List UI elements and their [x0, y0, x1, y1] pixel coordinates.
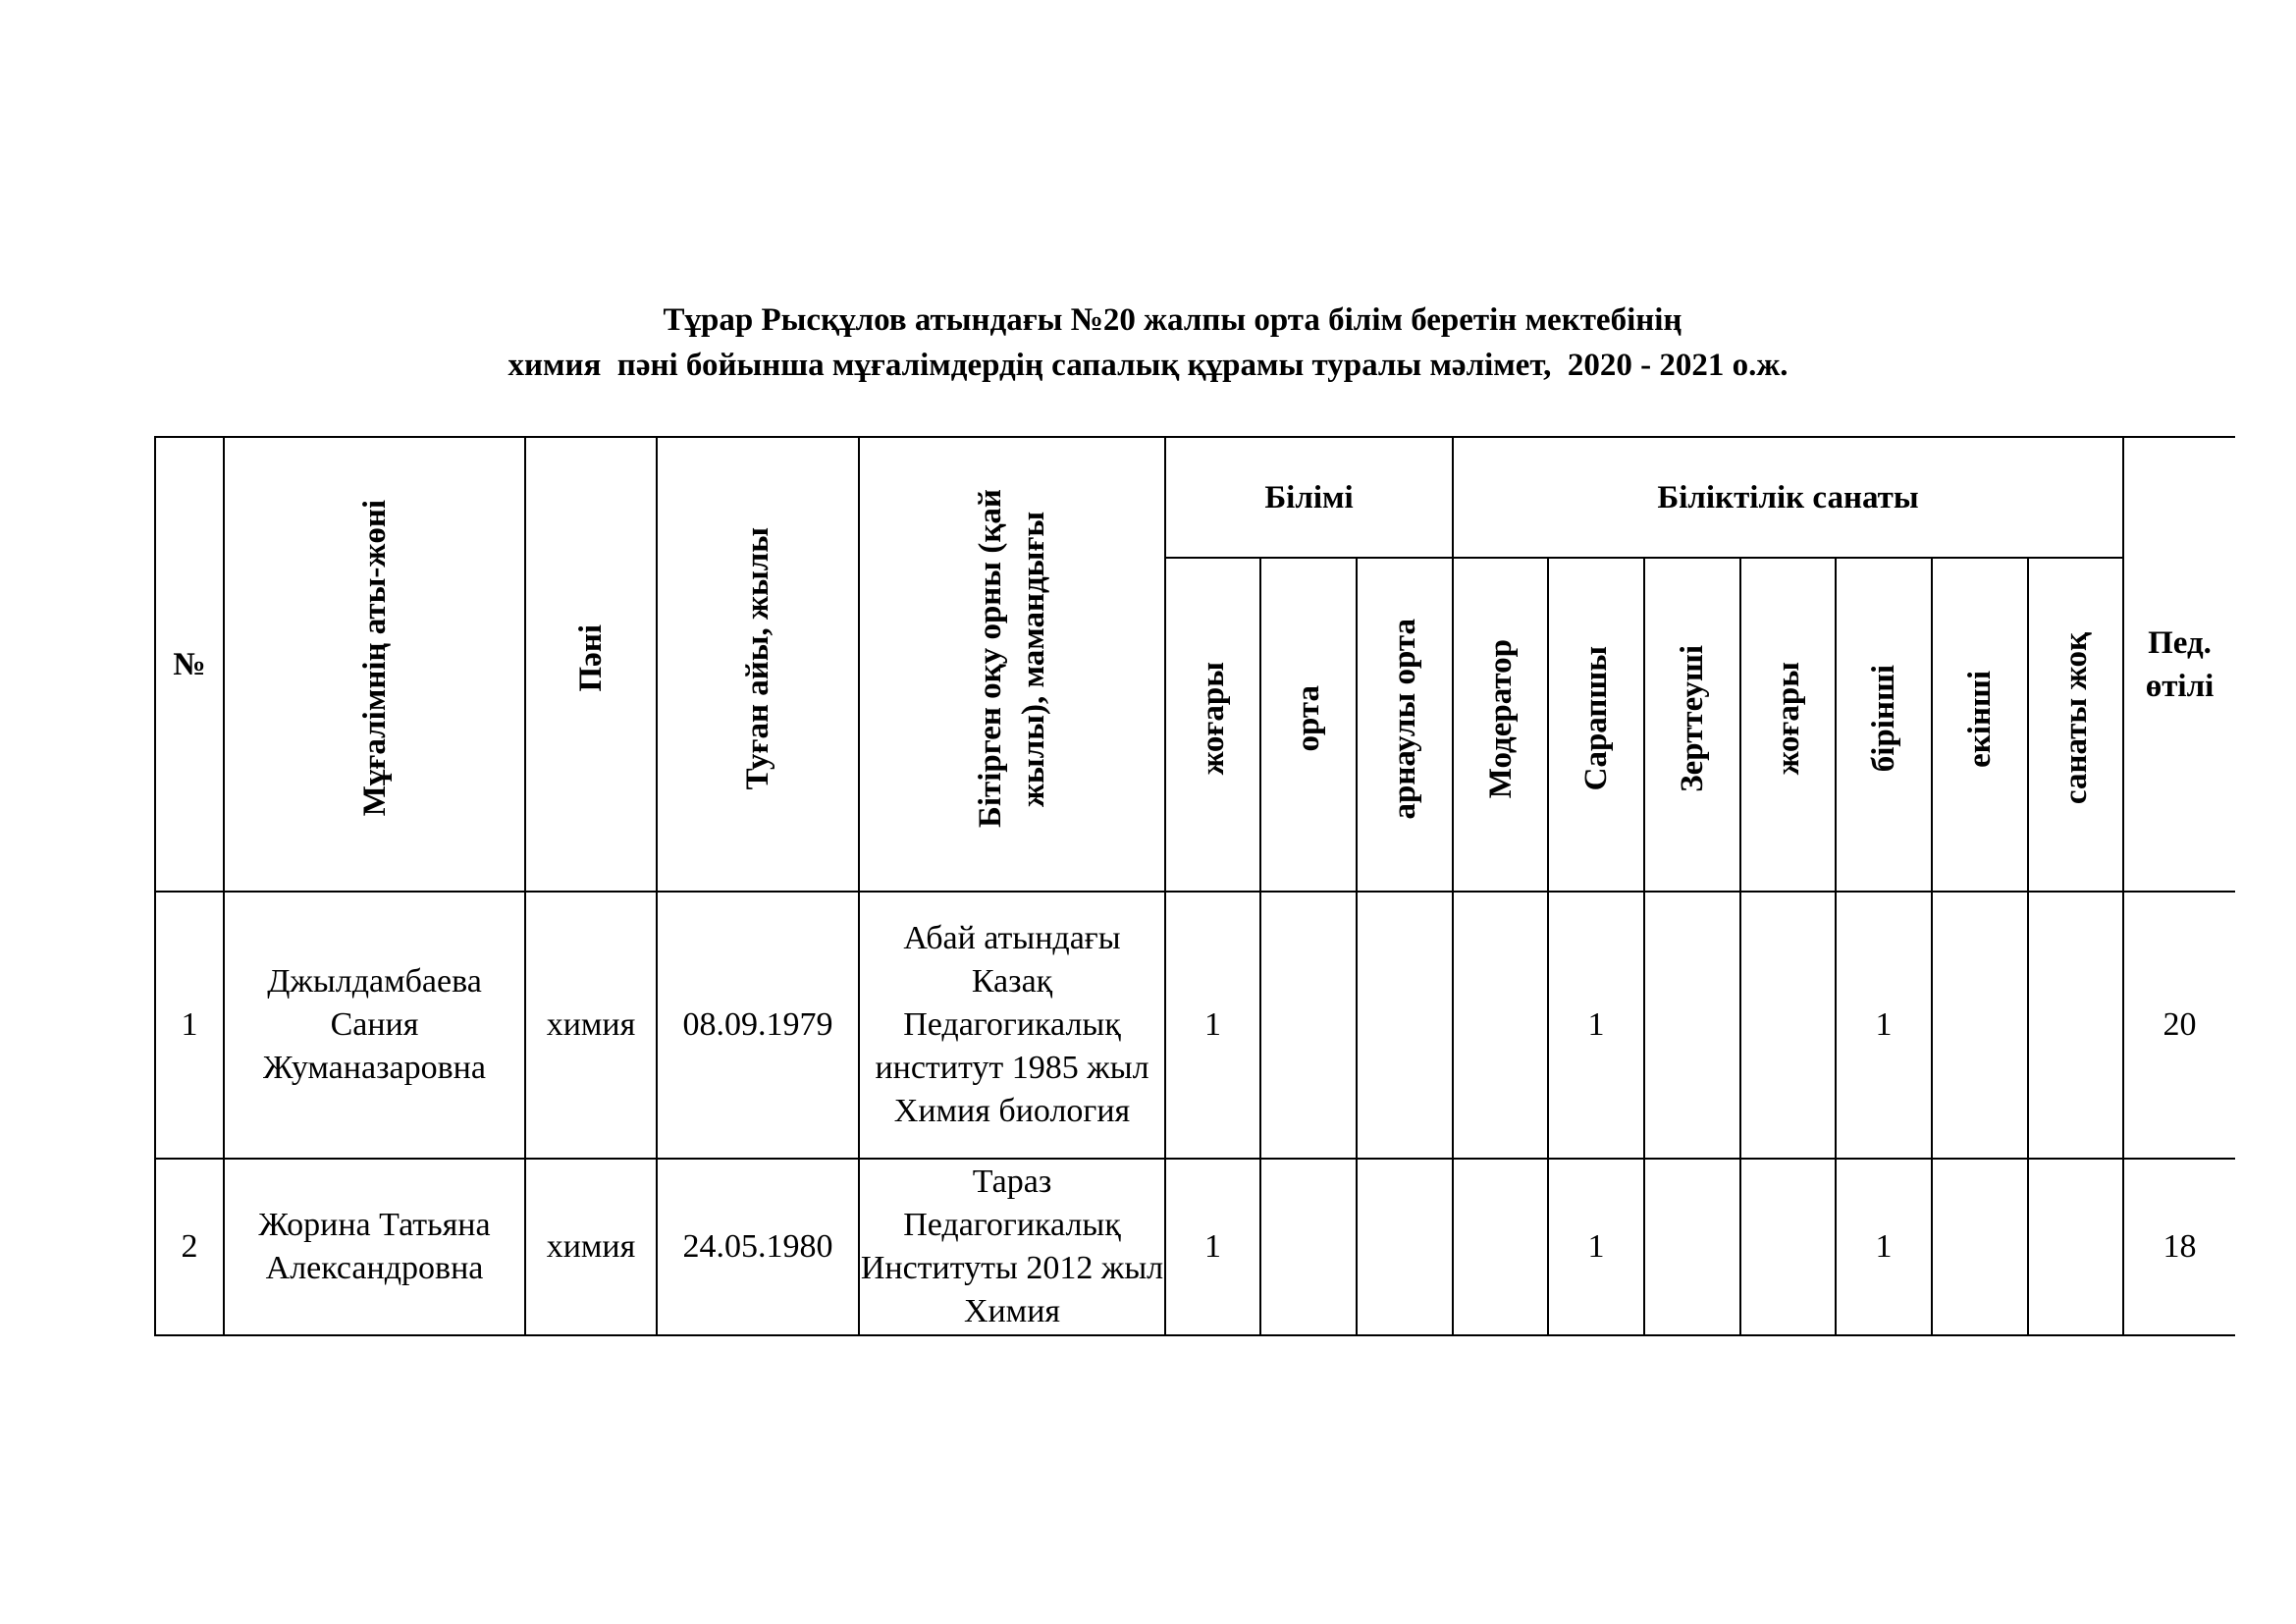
header-cat-first [1836, 558, 1932, 892]
header-edu-higher-label: жоғары [1195, 662, 1231, 776]
header-subject-label: Пәні [573, 624, 609, 692]
row-cat-second [1932, 1159, 2028, 1335]
header-birth [657, 437, 859, 892]
row-institution: Тараз Педагогикалық Институты 2012 жыл Химия [859, 1159, 1165, 1335]
row-cat-first: 1 [1836, 1159, 1932, 1335]
row-edu-secondary [1260, 1159, 1357, 1335]
header-cat-second [1932, 558, 2028, 892]
row-experience: 20 [2123, 892, 2235, 1159]
row-edu-vocational [1357, 1159, 1453, 1335]
row-cat-second [1932, 892, 2028, 1159]
header-cat-none [2028, 558, 2123, 892]
header-cat-expert-label: Сарапшы [1578, 646, 1614, 791]
row-edu-secondary [1260, 892, 1357, 1159]
row-cat-researcher [1644, 892, 1740, 1159]
row-num: 2 [155, 1159, 224, 1335]
row-cat-expert: 1 [1548, 892, 1644, 1159]
row-cat-expert: 1 [1548, 1159, 1644, 1335]
row-cat-higher [1740, 892, 1836, 1159]
document-title [0, 298, 2296, 388]
header-subject [525, 437, 657, 892]
header-edu-vocational-label: арнаулы орта [1387, 618, 1422, 820]
header-cat-moderator-label: Модератор [1482, 638, 1519, 799]
row-edu-higher: 1 [1165, 892, 1260, 1159]
header-institution-label: Бітірген оқу орны (қай жылы), мамандығы [973, 489, 1051, 828]
row-birth: 24.05.1980 [657, 1159, 859, 1335]
table-row [155, 892, 2235, 1159]
header-birth-label: Туған айы, жылы [740, 526, 775, 790]
row-birth: 08.09.1979 [657, 892, 859, 1159]
row-institution: Абай атындағы Казақ Педагогикалық институт 1985 жыл Химия биология [859, 892, 1165, 1159]
header-edu-secondary [1260, 558, 1357, 892]
header-name-label: Мұғалімнің аты-жөні [356, 500, 393, 817]
title-line-2: химия пәні бойынша мұғалімдердің сапалық құрамы туралы мәлімет, 2020 - 2021 о.ж. [507, 348, 1789, 383]
row-cat-none [2028, 892, 2123, 1159]
header-edu-secondary-label: орта [1291, 685, 1326, 752]
header-cat-researcher [1644, 558, 1740, 892]
row-name: Жорина Татьяна Александровна [224, 1159, 525, 1335]
row-name: Джылдамбаева Сания Жуманазаровна [224, 892, 525, 1159]
row-subject: химия [525, 1159, 657, 1335]
row-cat-moderator [1453, 1159, 1548, 1335]
header-cat-none-label: санаты жоқ [2057, 632, 2094, 805]
header-experience: Пед. өтілі [2123, 437, 2235, 892]
header-cat-second-label: екінші [1962, 670, 1998, 768]
teachers-table [154, 436, 2235, 1336]
header-institution [859, 437, 1165, 892]
header-cat-first-label: бірінші [1866, 665, 1901, 773]
header-name [224, 437, 525, 892]
header-cat-moderator [1453, 558, 1548, 892]
header-cat-higher-label: жоғары [1770, 662, 1806, 776]
row-edu-higher: 1 [1165, 1159, 1260, 1335]
table-row [155, 1159, 2235, 1335]
header-cat-expert [1548, 558, 1644, 892]
header-num: № [155, 437, 224, 892]
title-line-1: Тұрар Рысқұлов атындағы №20 жалпы орта білім беретін мектебінің [663, 302, 1682, 338]
header-education-group: Білімі [1165, 437, 1453, 558]
row-cat-moderator [1453, 892, 1548, 1159]
row-num: 1 [155, 892, 224, 1159]
header-cat-higher [1740, 558, 1836, 892]
header-cat-researcher-label: Зерттеуші [1675, 645, 1710, 792]
header-edu-higher [1165, 558, 1260, 892]
row-cat-first: 1 [1836, 892, 1932, 1159]
row-experience: 18 [2123, 1159, 2235, 1335]
header-category-group: Біліктілік санаты [1453, 437, 2123, 558]
row-cat-none [2028, 1159, 2123, 1335]
row-edu-vocational [1357, 892, 1453, 1159]
row-cat-higher [1740, 1159, 1836, 1335]
row-cat-researcher [1644, 1159, 1740, 1335]
row-subject: химия [525, 892, 657, 1159]
header-edu-vocational [1357, 558, 1453, 892]
